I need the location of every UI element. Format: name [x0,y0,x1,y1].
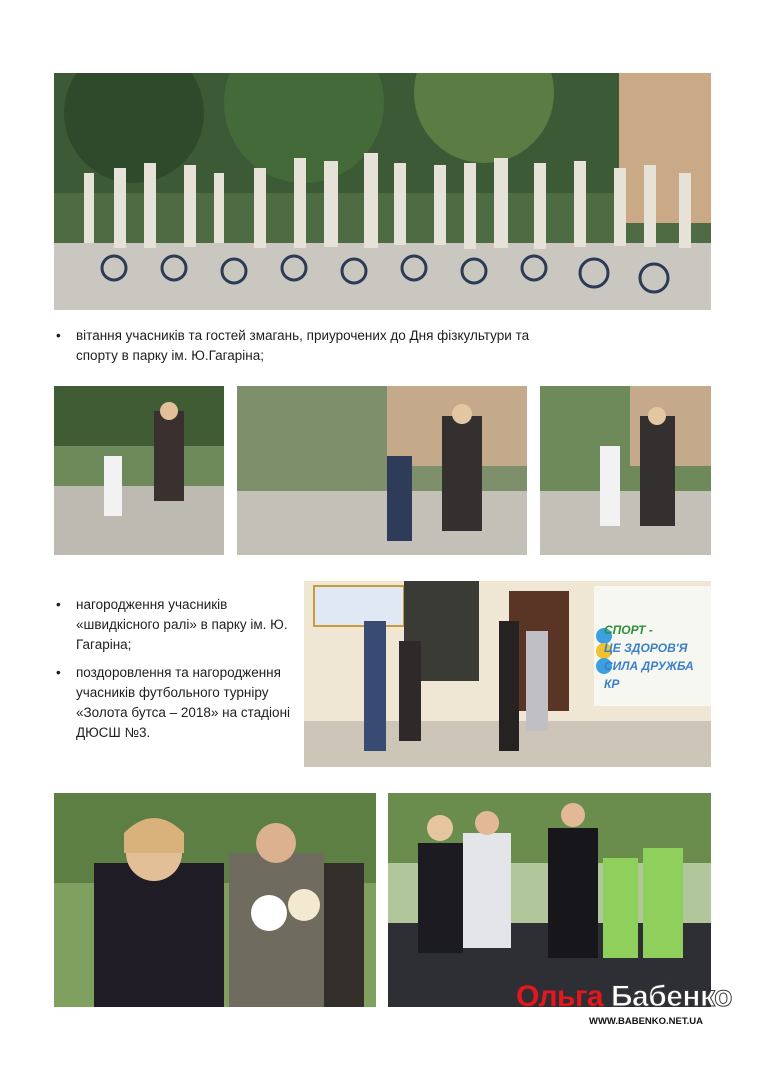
brand-first-name: Ольга [516,980,604,1013]
banner-line: СИЛА ДРУЖБА КР [604,659,694,691]
photo-award-2 [237,386,527,555]
bullet-list-1 [54,326,534,374]
bullet-dot: • [56,665,61,680]
bullet-list-2 [54,595,294,751]
bullet-item [54,595,294,655]
bullet-text: поздоровлення та нагородження учасників футбольного турніру «Золота бутса – 2018» на стадіоні ДЮСШ №3. [76,665,291,740]
bullet-dot: • [56,597,61,612]
photo-football-team [388,793,711,1007]
brand-last-name: Бабенко [610,980,732,1013]
bullet-dot: • [56,328,61,343]
photo-ceremony-stage [304,581,711,767]
brand-url[interactable]: WWW.BABENKO.NET.UA [589,1016,703,1027]
banner-text [604,621,709,693]
banner-line: ЦЕ ЗДОРОВ'Я [604,641,688,655]
bullet-item [54,326,534,366]
photo-group-cyclists [54,73,711,310]
photo-award-3 [540,386,711,555]
bullet-text: вітання учасників та гостей змагань, приурочених до Дня фізкультури та спорту в парку ім. Ю.Гагаріна; [76,328,530,363]
banner-line: СПОРТ - [604,623,653,637]
bullet-text: нагородження учасників «швидкісного ралі» в парку ім. Ю. Гагаріна; [76,597,288,652]
bullet-item [54,663,294,743]
photo-award-1 [54,386,224,555]
photo-speech [54,793,376,1007]
brand-signature [516,980,732,1014]
